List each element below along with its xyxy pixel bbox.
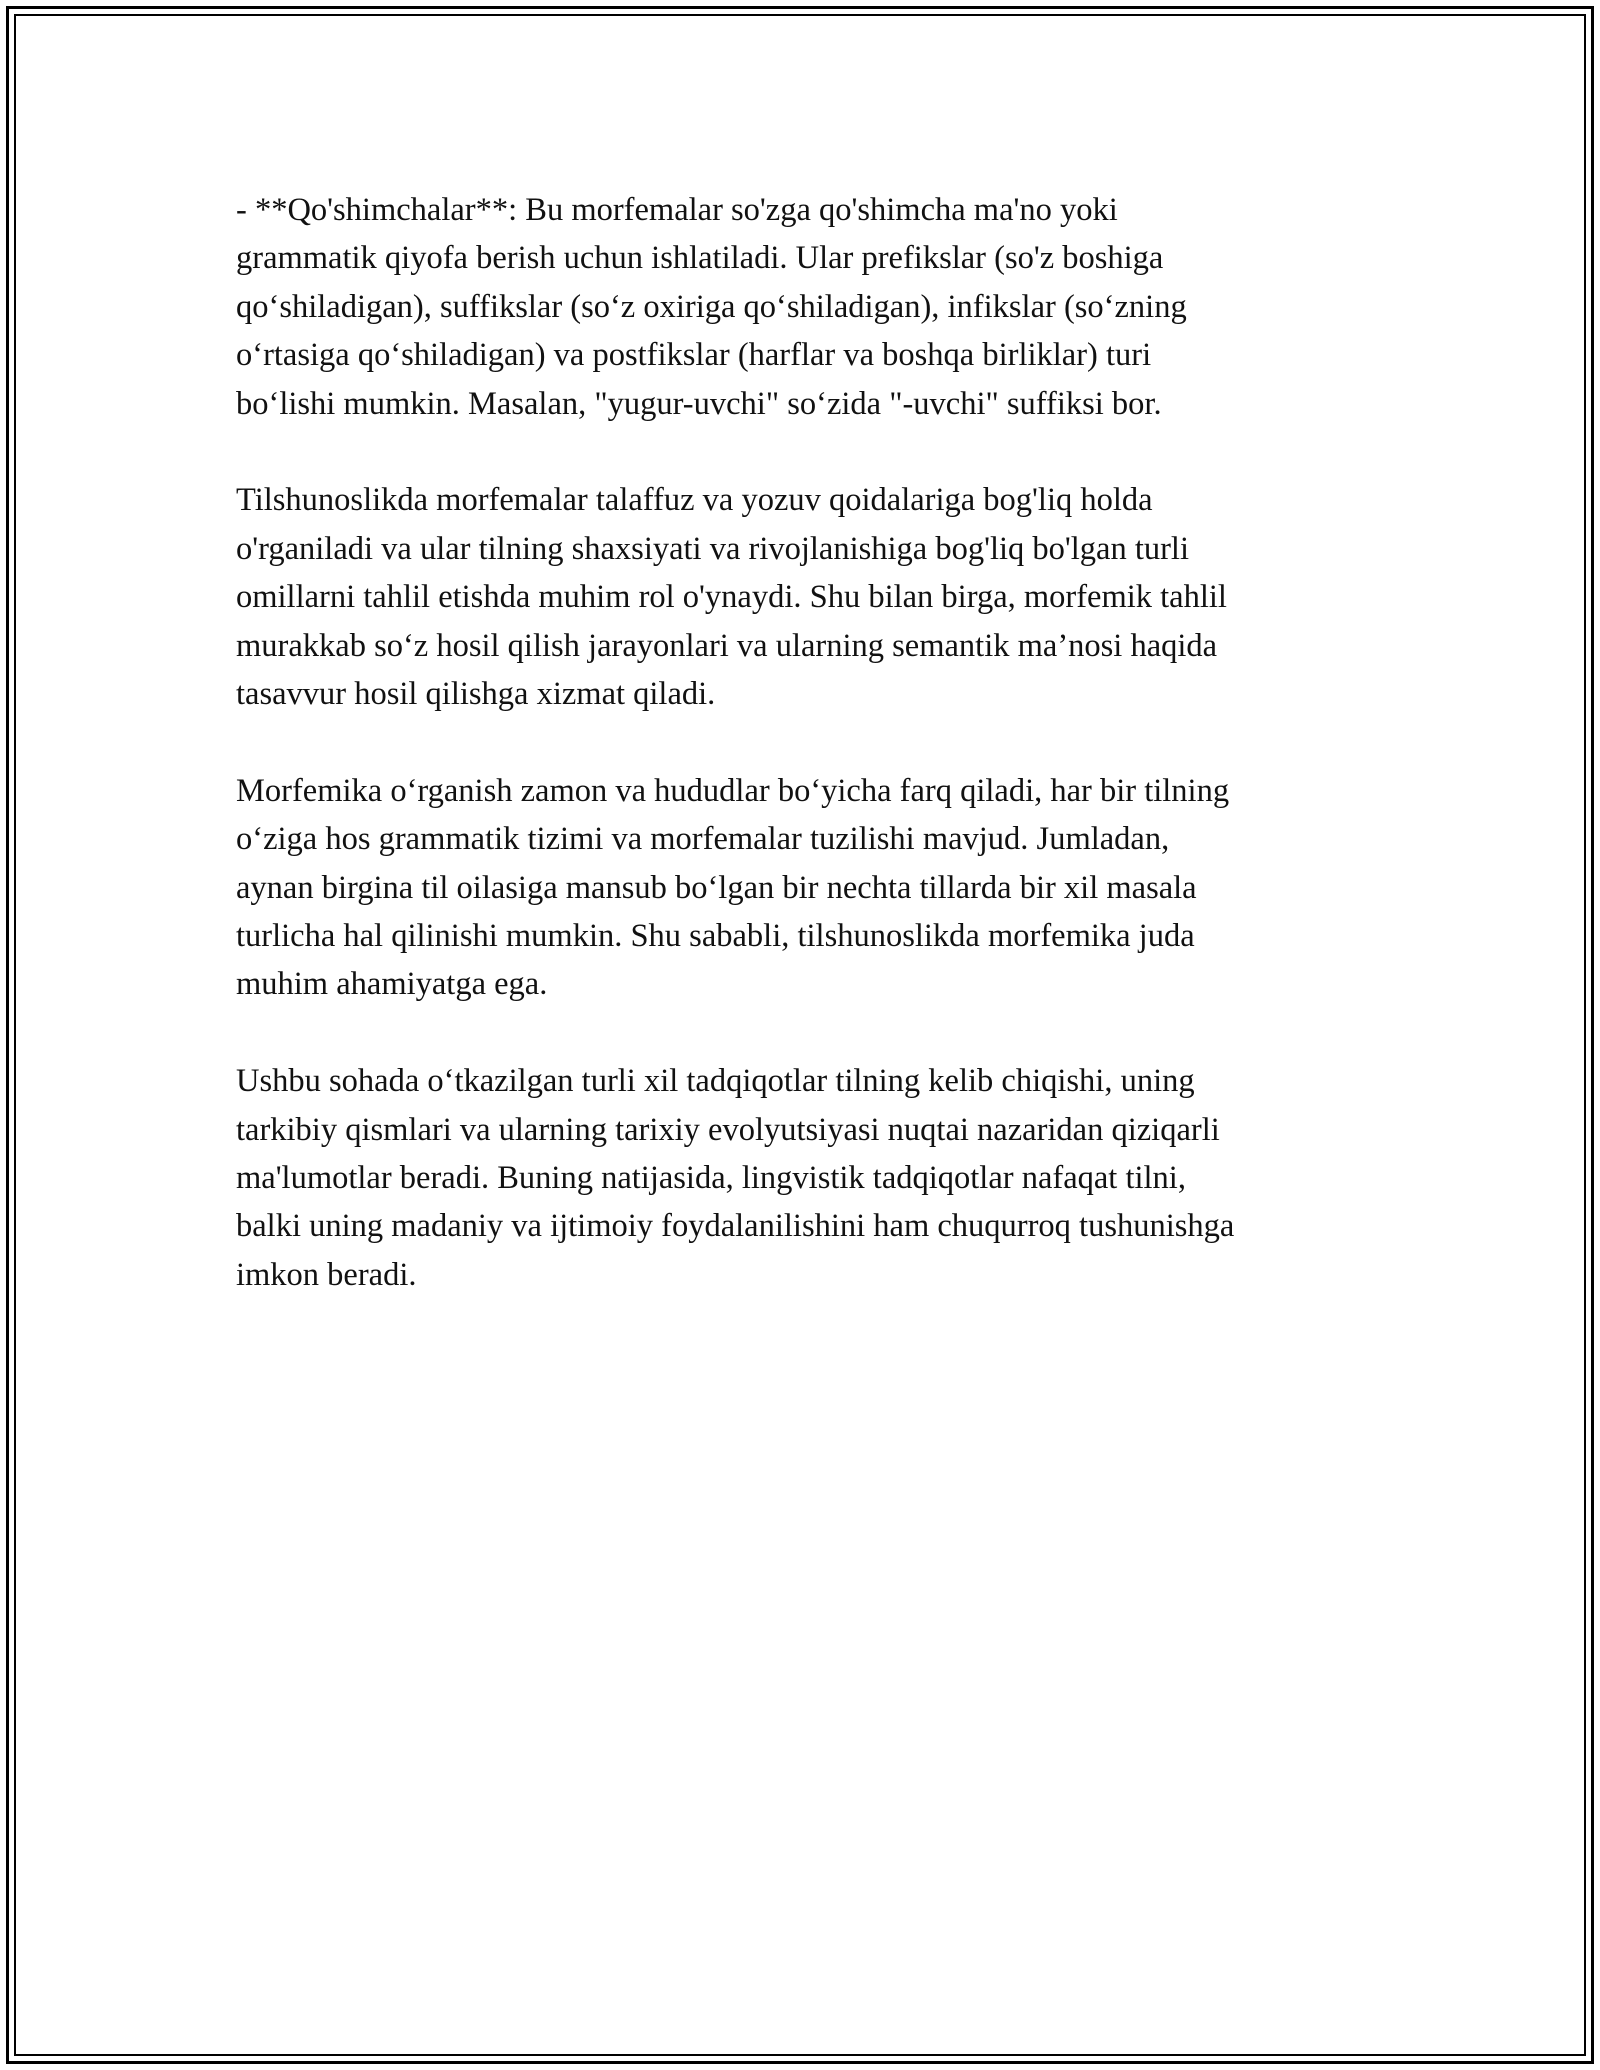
text-line: imkon beradi. [236,1256,417,1293]
text-line: qo‘shiladigan), suffikslar (so‘z oxiriga qo‘shiladigan), infikslar (so‘zning [236,288,1187,325]
paragraph-morfemika [236,767,1386,1009]
text-line: Tilshunoslikda morfemalar talaffuz va yozuv qoidalariga bog'liq holda [236,482,1153,519]
text-line: murakkab so‘z hosil qilish jarayonlari va ularning semantik ma’nosi haqida [236,627,1218,664]
text-line: Morfemika o‘rganish zamon va hududlar bo‘yicha farq qiladi, har bir tilning [236,772,1230,809]
text-line: turlicha hal qilinishi mumkin. Shu sababli, tilshunoslikda morfemika juda [236,918,1195,955]
document-body [236,186,1386,1348]
text-line: aynan birgina til oilasiga mansub bo‘lgan bir nechta tillarda bir xil masala [236,869,1197,906]
text-line: balki uning madaniy va ijtimoiy foydalanilishini ham chuqurroq tushunishga [236,1208,1235,1245]
text-line: tarkibiy qismlari va ularning tarixiy evolyutsiyasi nuqtai nazaridan qiziqarli [236,1111,1220,1148]
text-line: - **Qo'shimchalar**: Bu morfemalar so'zga qo'shimcha ma'no yoki [236,192,1118,228]
text-line: muhim ahamiyatga ega. [236,966,548,1003]
text-line: bo‘lishi mumkin. Masalan, "yugur-uvchi" so‘zida "-uvchi" suffiksi bor. [236,385,1162,422]
text-line: grammatik qiyofa berish uchun ishlatiladi. Ular prefikslar (so'z boshiga [236,240,1164,277]
text-line: Ushbu sohada o‘tkazilgan turli xil tadqiqotlar tilning kelib chiqishi, uning [236,1063,1195,1100]
text-line: omillarni tahlil etishda muhim rol o'ynaydi. Shu bilan birga, morfemik tahlil [236,579,1227,616]
text-line: tasavvur hosil qilishga xizmat qiladi. [236,676,716,713]
text-line: o‘ziga hos grammatik tizimi va morfemalar tuzilishi mavjud. Jumladan, [236,821,1170,858]
text-line: ma'lumotlar beradi. Buning natijasida, lingvistik tadqiqotlar nafaqat tilni, [236,1160,1186,1197]
text-line: o‘rtasiga qo‘shiladigan) va postfikslar (harflar va boshqa birliklar) turi [236,337,1152,374]
paragraph-tilshunoslikda [236,476,1386,718]
text-line: o'rganiladi va ular tilning shaxsiyati va rivojlanishiga bog'liq bo'lgan turli [236,530,1189,567]
paragraph-ushbu-sohada [236,1057,1386,1299]
paragraph-qoshimchalar [236,186,1386,428]
